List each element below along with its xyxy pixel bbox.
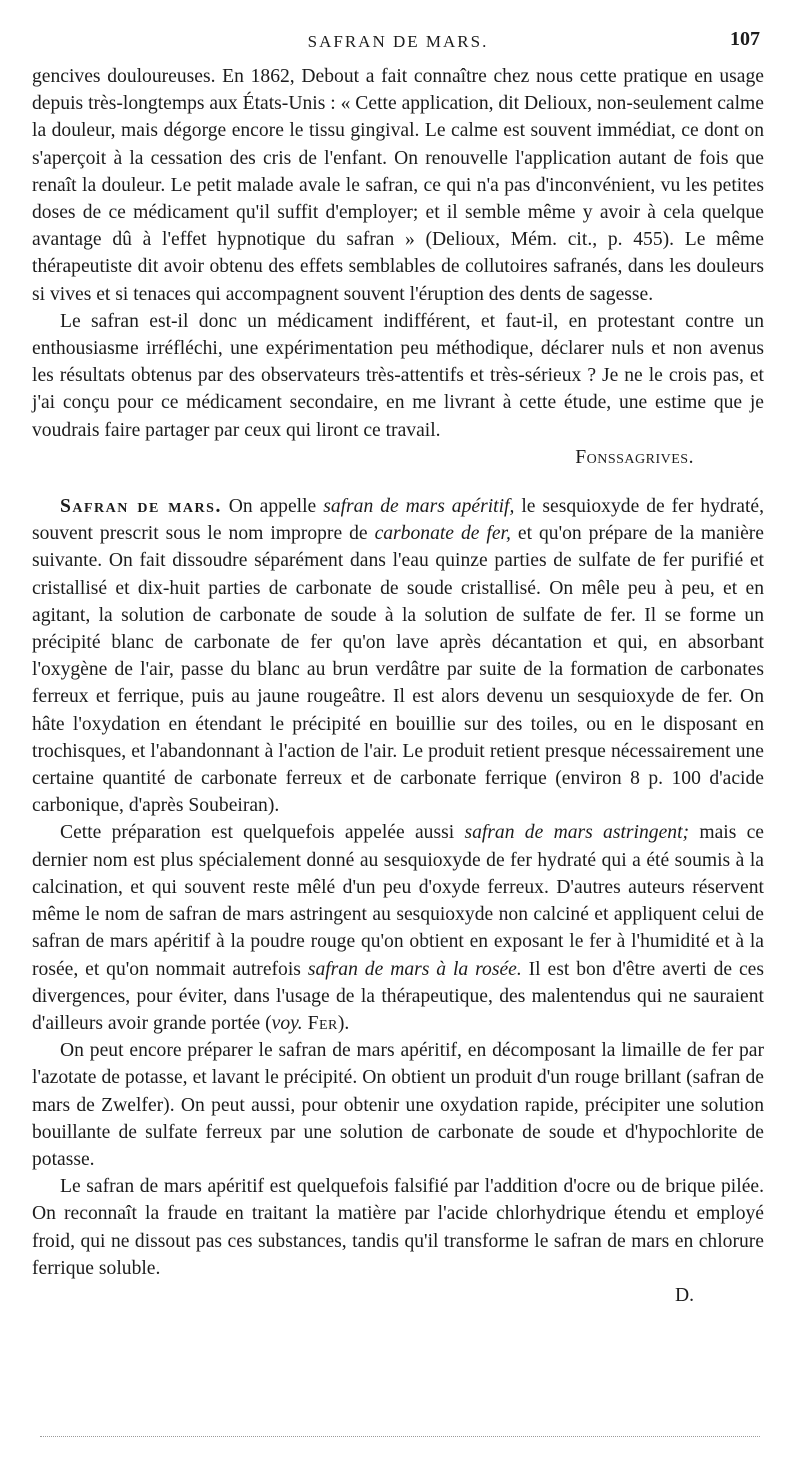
running-title: SAFRAN DE MARS. [307,32,489,51]
cross-ref-fer: Fer [307,1012,338,1034]
term-safran-rosee: safran de mars à la rosée. [307,958,522,980]
entry-paragraph-preparation [32,1037,764,1173]
entry-p3-text: On peut encore préparer le safran de mars apéritif, en décomposant la limaille de fer par l'azotate de potasse, et lavant le précipité. On obtient un produit d'un rouge brillant (safran de mars de Zwelfer). On peut aussi, pour obtenir une oxydation rapide, précipiter une solution bouillante de sulfate ferreux par une solution de carbonate de soude et d'hypochlorite de potasse. [32,1040,764,1170]
paragraph-conclusion [32,308,764,471]
entry-headword: Safran de mars. [60,496,222,518]
term-carbonate-de-fer: carbonate de fer, [374,523,511,545]
term-safran-astringent: safran de mars astringent; [464,822,690,844]
page-header [36,28,760,58]
paragraph-conclusion-text: Le safran est-il donc un médicament indifférent, et faut-il, en protestant contre un enthousiasme irréfléchi, une expérimentation peu méthodique, déclarer nuls et non avenus les résultats obtenus par des observateurs très-attentifs et très-sérieux ? Je ne le crois pas, et j'ai conçu pour ce médicament secondaire, en me livrant à cette étude, une estime que je voudrais faire partager par ceux qui liront ce travail. [32,310,764,441]
author-signature-d: D. [674,1284,694,1306]
footer-rule [40,1436,760,1437]
entry-p1-text-c: et qu'on prépare de la manière suivante. On fait dissoudre séparément dans l'eau quinze parties de sulfate de fer purifié et cristallisé et dix-huit parties de carbonate de soude cristallisé. On mêle peu à peu, et en agitant, la solution de carbonate de soude à la solution de sulfate de fer. Il se forme un précipité blanc de carbonate de fer qu'on lave après décantation et qui, en absorbant l'oxygène de l'air, passe du blanc au brun verdâtre par suite de la formation de carbonates ferreux et ferrique, puis au jaune rougeâtre. Il est alors devenu un sesquioxyde de fer. On hâte l'oxydation en étendant le précipité en bouillie sur des toiles, ou en le disposant en trochisques, et l'abandonnant à l'action de l'air. Le produit retient presque nécessairement une certaine quantité de carbonate ferreux et de carbonate ferrique (environ 8 p. 100 d'acide carbonique, d'après Soubeiran). [32,523,764,817]
entry-p1-text-b: le sesquioxyde de fer hydraté, souvent prescrit sous le nom impropre de [32,496,764,545]
entry-paragraph-astringent [32,819,764,1037]
entry-p2-text-b: mais ce dernier nom est plus spécialement donné au sesquioxyde de fer hydraté qui a été soumis à la calcination, et qui souvent reste mêlé d'un peu d'oxyde ferreux. D'autres auteurs réservent même le nom de safran de mars astringent au sesquioxyde non calciné et appliquent celui de safran de mars apéritif à la poudre rouge qu'on obtient en exposant le fer à l'humidité et à la rosée, et qu'on nommait autrefois [32,822,765,980]
cross-ref-voy: voy. [271,1012,303,1034]
entry-p4-text: Le safran de mars apéritif est quelquefois falsifié par l'addition d'ocre ou de brique pilée. On reconnaît la fraude en traitant la matière par l'acide chlorhydrique étendu et employé froid, qui ne dissout pas ces substances, tandis qu'il transforme le safran de mars en chlorure ferrique soluble. [32,1176,764,1279]
term-safran-aperitif: safran de mars apéritif, [323,496,515,518]
entry-p1-text-a: On appelle [221,496,324,518]
entry-paragraph-definition [32,493,764,819]
entry-p2-text-c: Il est bon d'être averti de ces divergences, pour éviter, dans l'usage de la thérapeutique, des malentendus qui ne sauraient d'ailleurs avoir grande portée ( [32,958,764,1034]
entry-p2-text-d: ). [337,1012,350,1034]
entry-paragraph-falsification [32,1173,764,1309]
paragraph-gencives-text: gencives douloureuses. En 1862, Debout a fait connaître chez nous cette pratique en usage depuis très-longtemps aux États-Unis : « Cette application, dit Delioux, non-seulement calme la douleur, mais dégorge encore le tissu gingival. Le calme est souvent immédiat, ce dont on s'aperçoit à la cessation des cris de l'enfant. On renouvelle l'application autant de fois que renaît la douleur. Le petit malade avale le safran, ce qui n'a pas d'inconvénient, vu les petites doses de ce médicament qu'il suffit d'employer; et il semble même y avoir à cela quelque avantage dû à l'effet hypnotique du safran » (Delioux, Mém. cit., p. 455). Le même thérapeutiste dit avoir obtenu des effets semblables de collutoires safranés, dans les douleurs si vives et si tenaces qui accompagnent souvent l'éruption des dents de sagesse. [32,66,764,305]
entry-p2-text-a: Cette préparation est quelquefois appelée aussi [60,822,465,844]
page-number: 107 [730,28,760,50]
page-body [32,63,764,1309]
paragraph-gencives [32,63,764,308]
author-signature-fonssagrives: Fonssagrives. [575,446,694,468]
